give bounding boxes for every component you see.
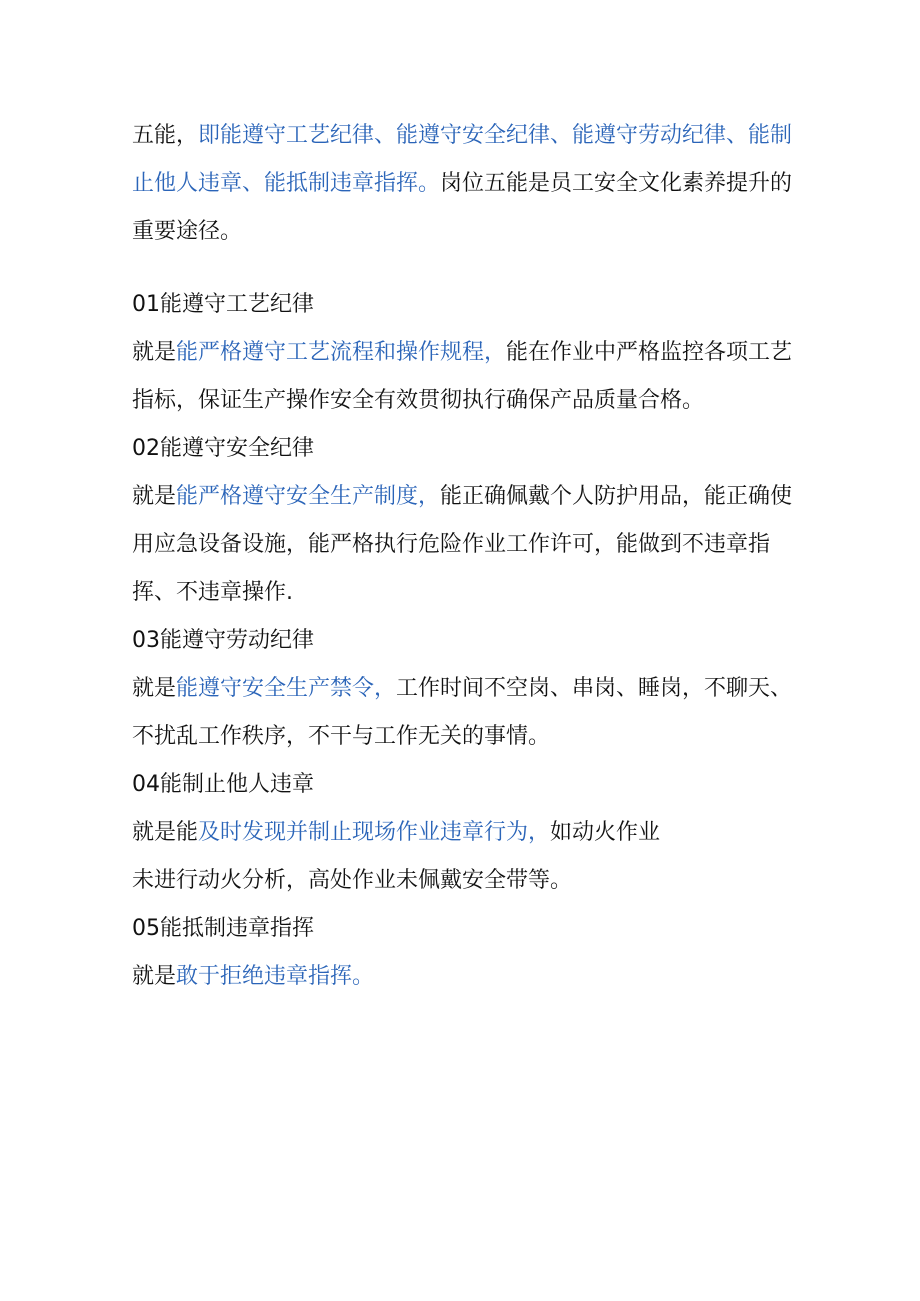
- section-heading-2: 02能遵守安全纪律: [132, 436, 314, 461]
- section-heading-4: 04能制止他人违章: [132, 772, 314, 797]
- intro-highlight: 即能遵守工艺纪律、能遵守安全纪律、能遵守劳动纪律、能制止他人违章、能抵制违章指挥。: [132, 123, 793, 196]
- section-heading-5: 05能抵制违章指挥: [132, 916, 314, 941]
- paragraph-tail: 如动火作业: [550, 820, 661, 845]
- paragraph-tail: 工作时间不空岗、串岗、睡岗，不聊天、不扰乱工作秩序，不干与工作无关的事情。: [132, 676, 793, 749]
- intro-tail: 岗位五能是员工安全文化素养提升的重要途径。: [132, 171, 793, 244]
- paragraph-prefix: 就是能: [132, 820, 199, 845]
- paragraph-highlight: 能严格遵守工艺流程和操作规程，: [176, 340, 507, 365]
- paragraph-highlight: 敢于拒绝违章指挥。: [176, 964, 375, 989]
- paragraph-prefix: 就是: [132, 676, 177, 701]
- paragraph-prefix: 就是: [132, 340, 177, 365]
- paragraph-highlight: 及时发现并制止现场作业违章行为，: [198, 820, 551, 845]
- paragraph-tail: 能正确佩戴个人防护用品，能正确使用应急设备设施，能严格执行危险作业工作许可，能做到不违章指挥、不违章操作.: [132, 484, 793, 605]
- section-paragraph-4-continuation: [132, 857, 802, 905]
- paragraph-prefix: 就是: [132, 484, 177, 509]
- section-paragraph-2: [132, 473, 802, 617]
- section-paragraph-3: [132, 665, 802, 761]
- section-heading-3: 03能遵守劳动纪律: [132, 628, 314, 653]
- section-heading-1: 01能遵守工艺纪律: [132, 292, 314, 317]
- paragraph-tail: 未进行动火分析，高处作业未佩戴安全带等。: [132, 868, 573, 893]
- section-paragraph-4: [132, 809, 802, 857]
- paragraph-highlight: 能遵守安全生产禁令，: [176, 676, 397, 701]
- section-paragraph-5: [132, 953, 802, 1001]
- intro-lead: 五能，: [132, 123, 199, 148]
- paragraph-highlight: 能严格遵守安全生产制度，: [176, 484, 441, 509]
- intro-paragraph: [132, 112, 802, 256]
- paragraph-tail: 能在作业中严格监控各项工艺指标，保证生产操作安全有效贯彻执行确保产品质量合格。: [132, 340, 793, 413]
- section-paragraph-1: [132, 329, 802, 425]
- document-body: [132, 112, 802, 1001]
- paragraph-prefix: 就是: [132, 964, 177, 989]
